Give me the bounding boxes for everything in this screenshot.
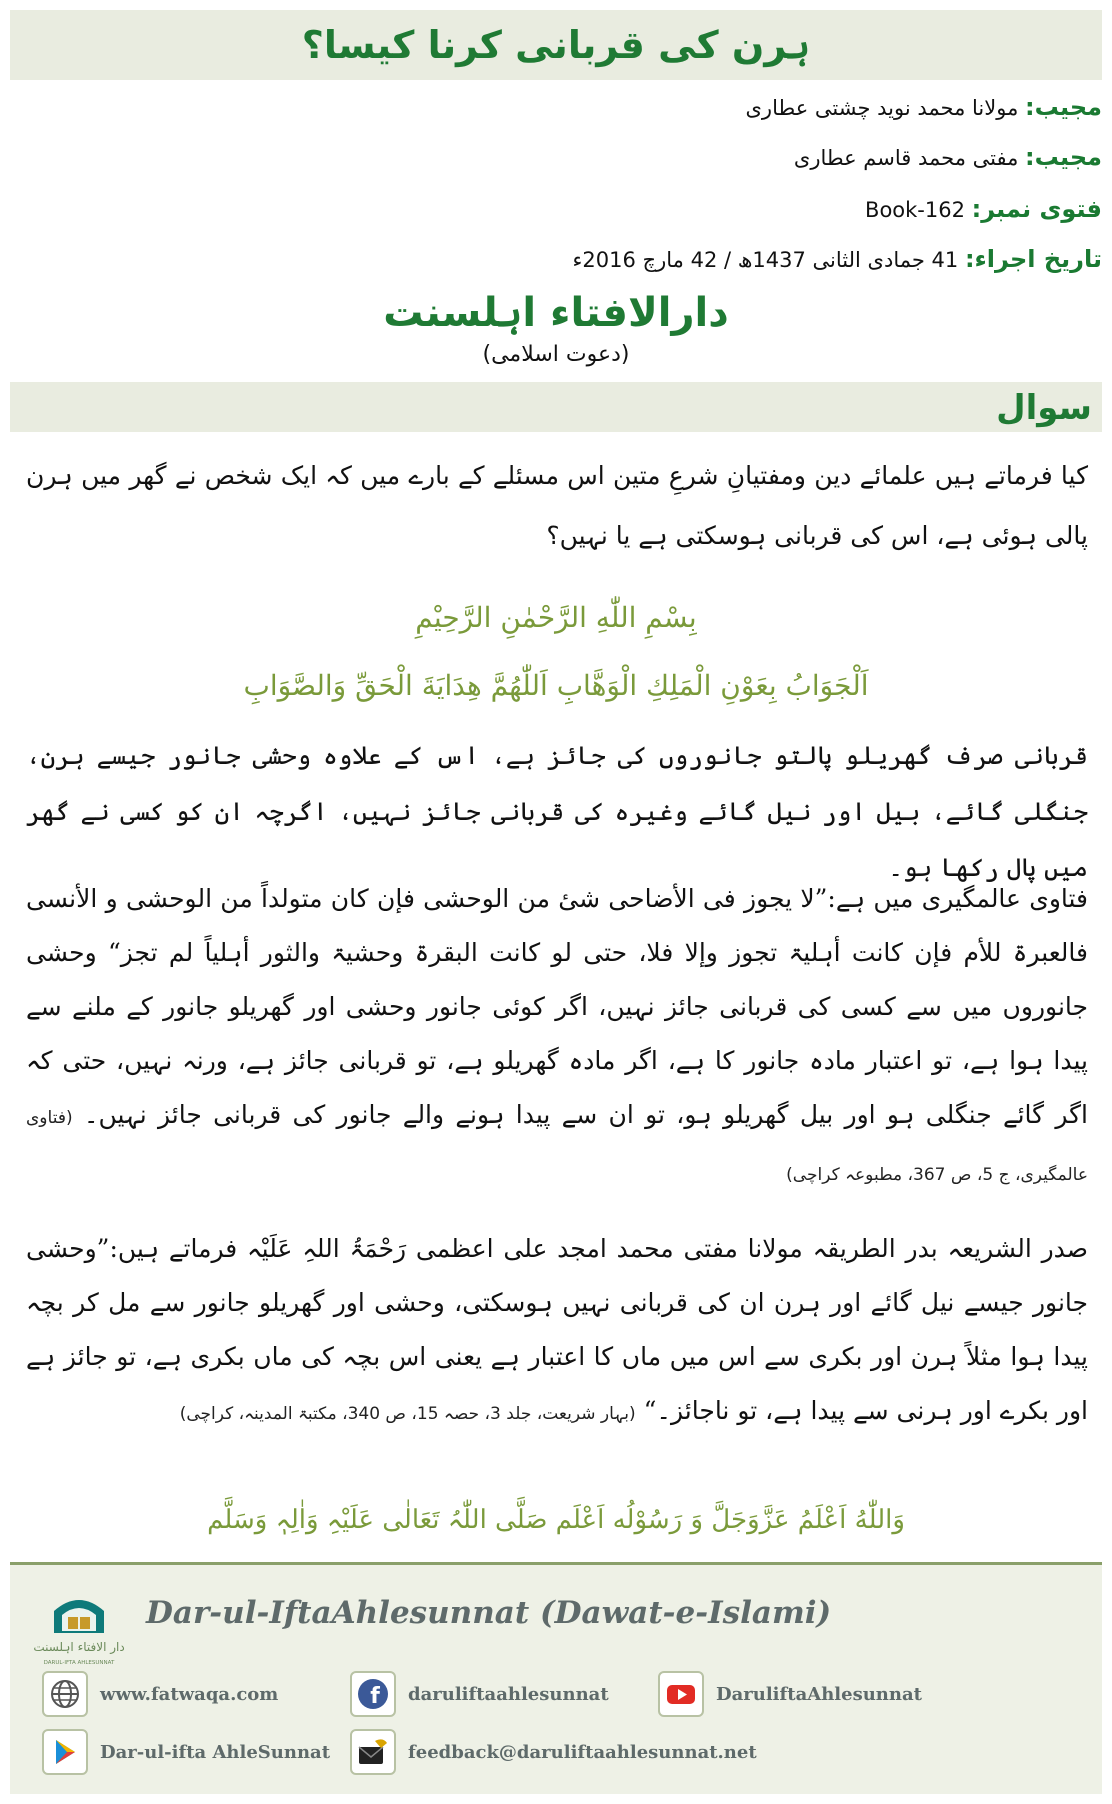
youtube-icon (658, 1671, 704, 1717)
youtube-link[interactable] (658, 1671, 922, 1717)
website-text[interactable]: www.fatwaqa.com (100, 1683, 279, 1705)
email-icon (350, 1729, 396, 1775)
footer (10, 1562, 1102, 1794)
answer-paragraph-2 (26, 872, 1088, 1202)
fatwa-number-value: Book-162 (865, 198, 965, 222)
svg-text:f: f (370, 1684, 380, 1709)
bismillah: بِسْمِ اللّٰهِ الرَّحْمٰنِ الرَّحِيْمِ (415, 601, 697, 634)
facebook-icon (350, 1671, 396, 1717)
issue-date-label: تاریخ اجراء: (964, 245, 1102, 273)
mujeeb-value-2: مفتی محمد قاسم عطاری (793, 146, 1019, 170)
aljawab-heading: اَلْجَوَابُ بِعَوْنِ الْمَلِكِ الْوَهَّابِ اَللّٰهُمَّ هِدَايَةَ الْحَقِّ وَالصَّوَابِ (243, 669, 869, 702)
mujeeb-value-1: مولانا محمد نوید چشتی عطاری (745, 96, 1019, 120)
email-link[interactable] (350, 1729, 757, 1775)
issue-date-value: 41 جمادی الثانی 1437ھ / 42 مارچ 2016ء (572, 248, 959, 272)
answer-paragraph-3 (26, 1222, 1088, 1441)
website-link[interactable] (42, 1671, 278, 1717)
facebook-text[interactable]: daruliftaahlesunnat (408, 1683, 609, 1705)
question-section-bar (10, 382, 1102, 432)
fatwa-number-label: فتوی نمبر: (971, 195, 1102, 223)
mujeeb-label-1: مجیب: (1025, 93, 1102, 121)
answer-paragraph-1: قربانی صرف گھریلو پالتو جانوروں کی جائز ہے، اس کے علاوہ وحشی جانور جیسے ہرن، جنگلی گائے، بیل اور نیل گائے وغیرہ کی قربانی جائز نہیں، اگرچہ ان کو کسی نے گھر میں پال رکھا ہو۔ (26, 741, 1088, 882)
email-text[interactable]: feedback@daruliftaahlesunnat.net (408, 1741, 757, 1763)
playstore-text[interactable]: Dar-ul-ifta AhleSunnat (100, 1741, 331, 1763)
answer-paragraph-2-text: فتاوی عالمگیری میں ہے:”لا یجوز فی الأضاحی شیٔ من الوحشی فإن کان متولداً من الوحشی و الأنسی فالعبرۃ للأم فإن کانت أہلیۃ تجوز وإلا فلا، حتی لو کانت البقرۃ وحشیۃ والثور أہلیاً لم تجز“ وحشی جانوروں میں سے کسی کی قربانی جائز نہیں، اگر کوئی جانور وحشی اور گھریلو جانور کے ملنے سے پیدا ہوا ہے، تو اعتبار مادہ جانور کا ہے، اگر مادہ گھریلو ہے، تو قربانی جائز ہے، ورنہ نہیں، حتی کہ اگر گائے جنگلی ہو اور بیل گھریلو ہو، تو ان سے پیدا ہونے والے جانور کی قربانی جائز نہیں۔ (26, 884, 1088, 1129)
alamgiri-citation: (فتاوی عالمگیری، ج 5، ص 367، مطبوعہ کراچی) (26, 1108, 1088, 1185)
issue-date-line (573, 244, 1102, 275)
globe-icon (42, 1671, 88, 1717)
logo (33, 1587, 125, 1669)
mujeeb-line-1 (746, 92, 1103, 123)
footer-title: Dar-ul-IftaAhlesunnat (Dawat-e-Islami) (146, 1595, 832, 1631)
question-heading: سوال (996, 388, 1092, 428)
facebook-link[interactable] (350, 1671, 609, 1717)
closing-formula: وَاللّٰهُ اَعْلَمُ عَزَّوَجَلَّ وَ رَسُوْلُه اَعْلَم صَلَّی اللّٰہُ تَعَالٰی عَلَیْہِ وَاٰلِہٖ وَسَلَّم (207, 1505, 905, 1535)
mujeeb-line-2 (794, 142, 1102, 173)
play-store-icon (42, 1729, 88, 1775)
page-title: ہرن کی قربانی کرنا کیسا؟ (301, 23, 811, 67)
logo-emblem-icon (33, 1587, 125, 1669)
youtube-text[interactable]: DaruliftaAhlesunnat (716, 1683, 922, 1705)
fatwa-number-line (865, 194, 1102, 225)
bahar-shariat-citation: (بہار شریعت، جلد 3، حصہ 15، ص 340، مکتبۃ المدینہ، کراچی) (179, 1404, 636, 1424)
brand-subtitle: (دعوت اسلامی) (482, 342, 630, 367)
title-bar (10, 10, 1102, 80)
playstore-link[interactable] (42, 1729, 330, 1775)
answer-paragraph-3-text: صدر الشریعہ بدر الطریقہ مولانا مفتی محمد امجد علی اعظمی رَحْمَۃُ اللہِ عَلَیْہ فرماتے ہیں:”وحشی جانور جیسے نیل گائے اور ہرن ان کی قربانی نہیں ہوسکتی، وحشی اور گھریلو جانور سے مل کر بچہ پیدا ہوا مثلاً ہرن اور بکری سے اس میں ماں کا اعتبار ہے یعنی اس بچہ کی ماں بکری ہے، تو جائز ہے اور بکرے اور ہرنی سے پیدا ہے، تو ناجائز۔“ (26, 1234, 1088, 1425)
brand-name: دارالافتاء اہلسنت (383, 290, 729, 336)
logo-english-text: DARUL-IFTA AHLESUNNAT (43, 1660, 115, 1666)
mujeeb-label-2: مجیب: (1025, 143, 1102, 171)
logo-urdu-text: دار الافتاء اہلسنت (33, 1640, 125, 1654)
question-text: کیا فرماتے ہیں علمائے دین ومفتیانِ شرعِ متین اس مسئلے کے بارے میں کہ ایک شخص نے گھر میں ہرن پالی ہوئی ہے، اس کی قربانی ہوسکتی ہے یا نہیں؟ (26, 461, 1088, 550)
